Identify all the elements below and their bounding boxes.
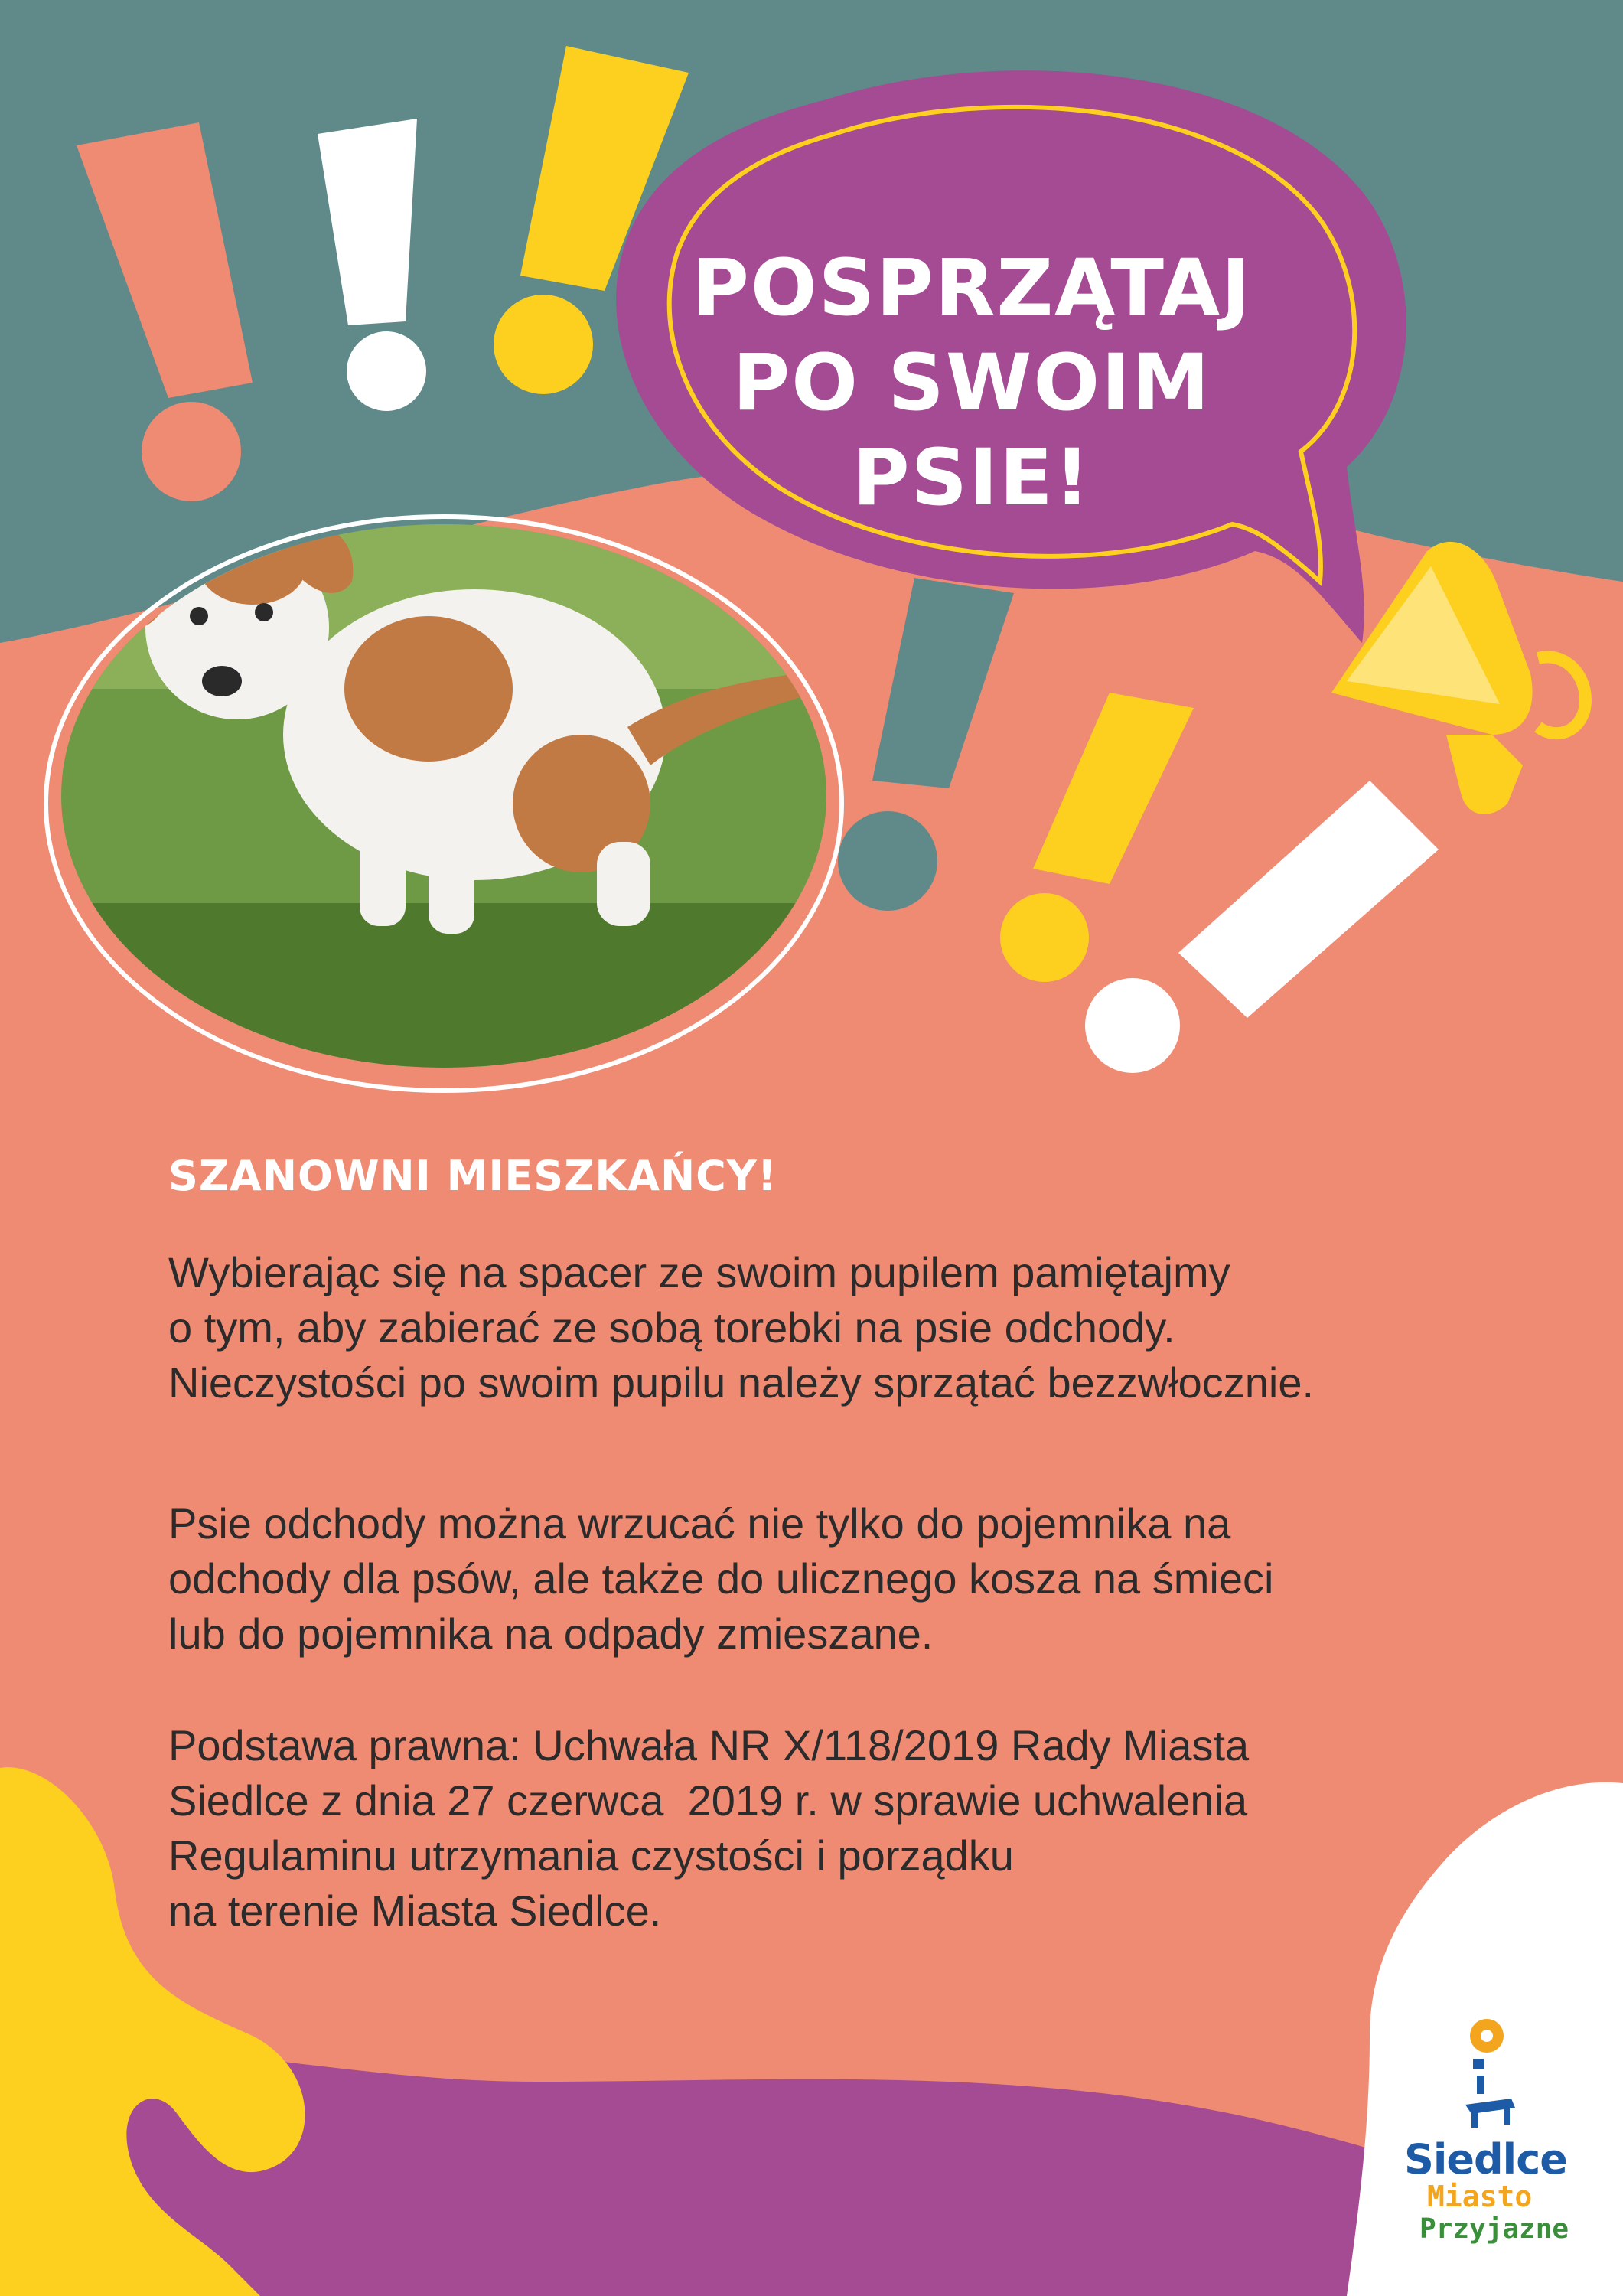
paragraph-line: lub do pojemnika na odpady zmieszane. xyxy=(168,1609,934,1658)
legal-basis-paragraph xyxy=(168,1718,1249,1939)
title-line-3: PSIE! xyxy=(852,432,1092,523)
paragraph-line: Wybierając się na spacer ze swoim pupilem pamiętajmy xyxy=(168,1248,1230,1296)
poster-title xyxy=(635,241,1309,526)
paragraph-line: Nieczystości po swoim pupilu należy sprzątać bezzwłocznie. xyxy=(168,1358,1315,1407)
paragraph-2 xyxy=(168,1496,1273,1662)
logo-line-3: Przyjazne xyxy=(1419,2213,1569,2245)
logo-line-2: Miasto xyxy=(1427,2180,1533,2213)
paragraph-line: o tym, aby zabierać ze sobą torebki na psie odchody. xyxy=(168,1303,1175,1352)
paragraph-1 xyxy=(168,1245,1314,1411)
paragraph-line: Siedlce z dnia 27 czerwca 2019 r. w sprawie uchwalenia xyxy=(168,1776,1248,1825)
title-line-1: POSPRZĄTAJ xyxy=(692,243,1252,334)
paragraph-line: odchody dla psów, ale także do ulicznego kosza na śmieci xyxy=(168,1554,1274,1603)
paragraph-line: na terenie Miasta Siedlce. xyxy=(168,1887,662,1935)
paragraph-line: Psie odchody można wrzucać nie tylko do pojemnika na xyxy=(168,1499,1231,1548)
paragraph-line: Regulaminu utrzymania czystości i porządku xyxy=(168,1831,1014,1880)
paragraph-line: Podstawa prawna: Uchwała NR X/118/2019 Rady Miasta xyxy=(168,1721,1250,1769)
logo-name: Siedlce xyxy=(1404,2135,1567,2183)
greeting-heading: SZANOWNI MIESZKAŃCY! xyxy=(168,1152,777,1200)
logo-figure-icon xyxy=(1389,2013,1603,2135)
title-line-2: PO SWOIM xyxy=(732,338,1211,429)
city-logo xyxy=(1389,2013,1603,2250)
